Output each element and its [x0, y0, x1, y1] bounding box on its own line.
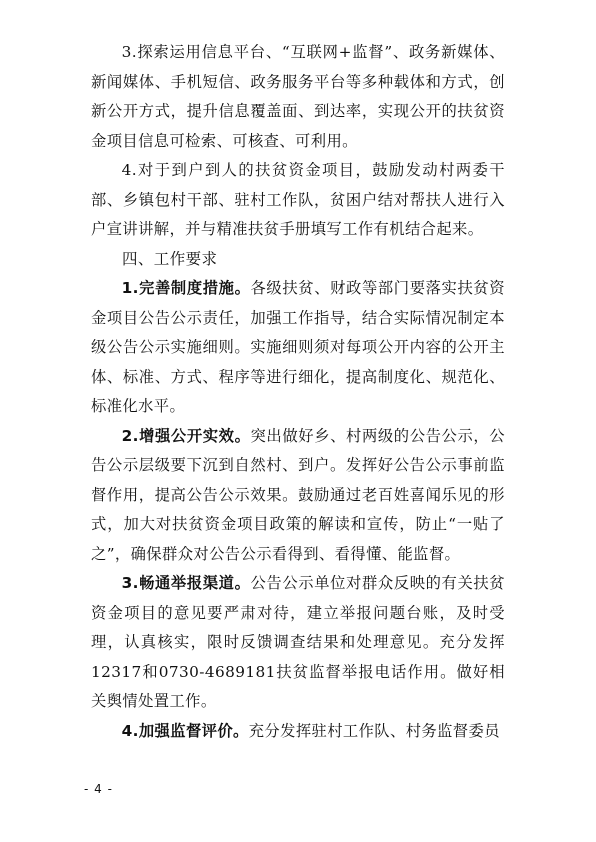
requirement-item-2-body: 突出做好乡、村两级的公告公示，公告公示层级要下沉到自然村、到户。发挥好公告公示事前监督作用，提高公告公示效果。鼓励通过老百姓喜闻乐见的形式，加大对扶贫资金项目政策的解读和宣传，防止“一贴了之”，确保群众对公告公示看得到、看得懂、能监督。 [91, 426, 505, 563]
requirement-item-3-lead: 3.畅通举报渠道。 [121, 574, 251, 592]
requirement-item-3 [91, 569, 505, 717]
page-number: - 4 - [84, 782, 113, 796]
requirement-item-1-lead: 1.完善制度措施。 [121, 279, 251, 297]
requirement-item-4 [91, 717, 505, 747]
document-body [91, 38, 505, 746]
requirement-item-4-lead: 4.加强监督评价。 [121, 721, 249, 740]
requirement-item-1-body: 各级扶贫、财政等部门要落实扶贫资金项目公告公示责任，加强工作指导，结合实际情况制定本级公告公示实施细则。实施细则须对每项公开内容的公开主体、标准、方式、程序等进行细化，提高制度化、规范化、标准化水平。 [91, 279, 505, 415]
section-heading-work-requirements: 四、工作要求 [122, 249, 218, 268]
requirement-item-1 [91, 274, 505, 422]
requirement-item-2 [91, 422, 505, 570]
paragraph-item-3: 3.探索运用信息平台、“互联网+监督”、政务新媒体、新闻媒体、手机短信、政务服务平台等多种载体和方式，创新公开方式，提升信息覆盖面、到达率，实现公开的扶贫资金项目信息可检索、可核查、可利用。 [91, 43, 505, 150]
paragraph-item-4: 4.对于到户到人的扶贫资金项目，鼓励发动村两委干部、乡镇包村干部、驻村工作队，贫困户结对帮扶人进行入户宣讲讲解，并与精准扶贫手册填写工作有机结合起来。 [91, 161, 505, 238]
requirement-item-3-body: 公告公示单位对群众反映的有关扶贫资金项目的意见要严肃对待，建立举报问题台账，及时受理，认真核实，限时反馈调查结果和处理意见。充分发挥12317和0730-4689181扶贫监督举报电话作用。做好相关舆情处置工作。 [91, 574, 505, 710]
requirement-item-4-body: 充分发挥驻村工作队、村务监督委员 [248, 721, 500, 740]
requirement-item-2-lead: 2.增强公开实效。 [121, 426, 251, 445]
